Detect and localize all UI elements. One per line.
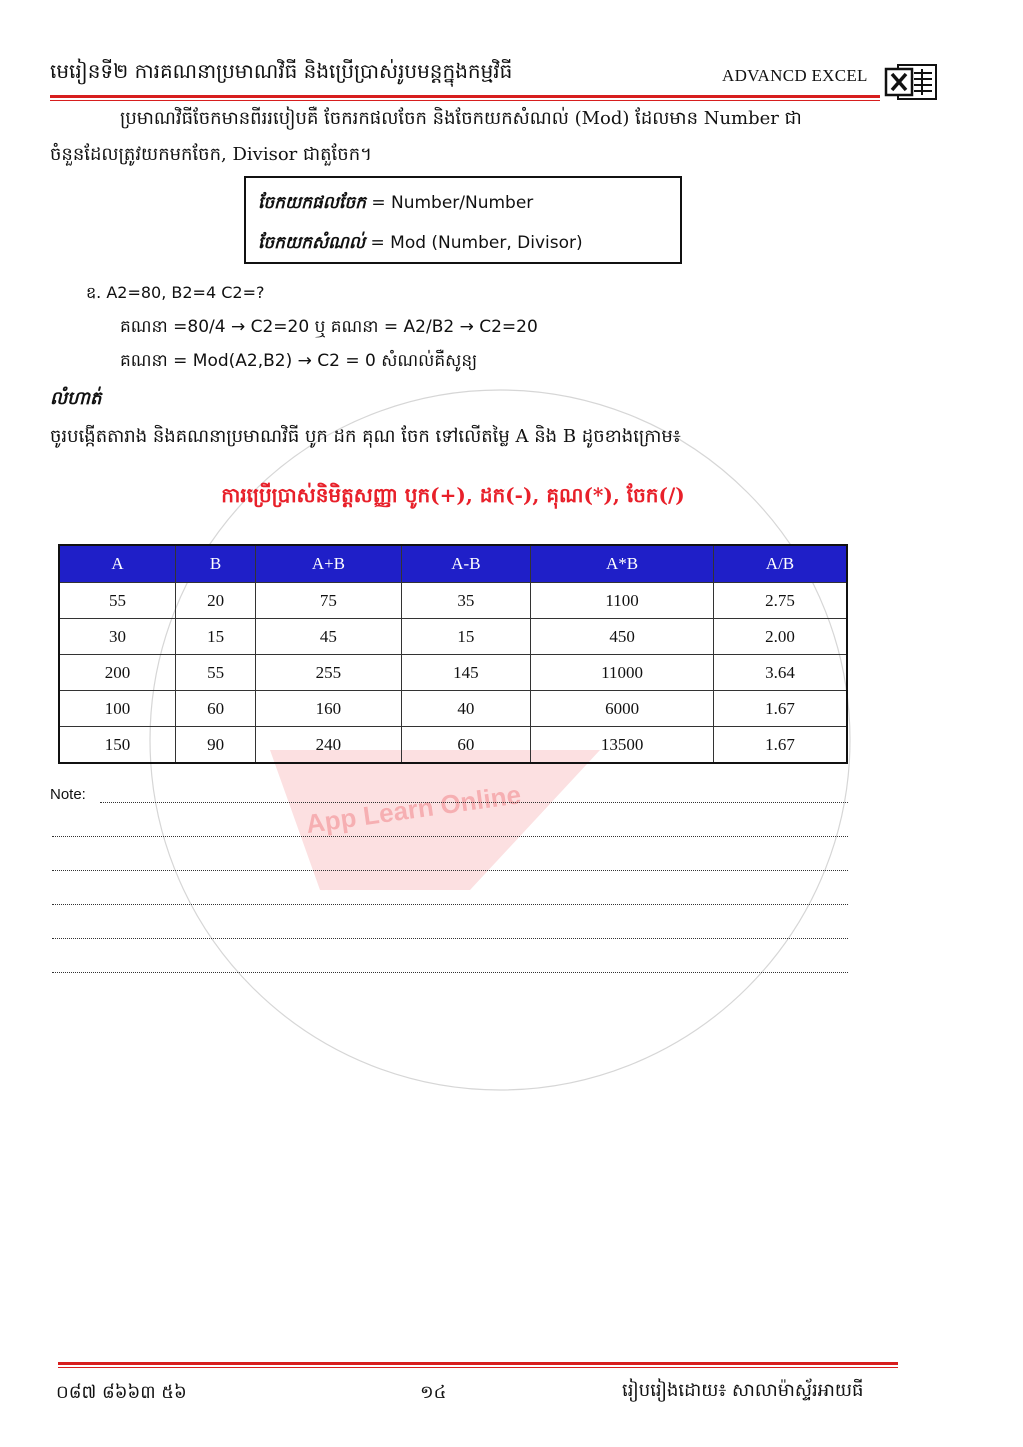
note-line bbox=[52, 870, 848, 871]
table-cell: 15 bbox=[401, 619, 531, 655]
table-cell: 55 bbox=[59, 583, 175, 619]
excel-logo-icon bbox=[884, 61, 938, 103]
table-cell: 6000 bbox=[531, 691, 714, 727]
table-cell: 75 bbox=[256, 583, 401, 619]
table-row bbox=[59, 619, 847, 655]
note-line bbox=[52, 972, 848, 973]
lesson-title: មេរៀនទី២ ការគណនាប្រមាណវិធី និងប្រើប្រាស់រូបមន្តក្នុងកម្មវិធី bbox=[50, 59, 513, 83]
arithmetic-table bbox=[58, 544, 848, 764]
header-rule bbox=[50, 95, 880, 98]
table-cell: 35 bbox=[401, 583, 531, 619]
table-cell: 60 bbox=[175, 691, 255, 727]
exercise-instruction: ចូរបង្កើតតារាង និងគណនាប្រមាណវិធី បូក ដក គុណ ចែក ទៅលើតម្លៃ A និង B ដូចខាងក្រោម៖ bbox=[50, 426, 681, 447]
table-header-row bbox=[59, 545, 847, 583]
table-cell: 200 bbox=[59, 655, 175, 691]
column-header: A/B bbox=[713, 545, 847, 583]
formula-value: = Number/Number bbox=[365, 193, 534, 213]
table-row bbox=[59, 655, 847, 691]
formula-value: = Mod (Number, Divisor) bbox=[365, 233, 583, 253]
table-cell: 240 bbox=[256, 727, 401, 764]
table-cell: 55 bbox=[175, 655, 255, 691]
footer-rule bbox=[58, 1362, 898, 1365]
watermark-text: App Learn Online bbox=[303, 779, 523, 840]
column-header: A bbox=[59, 545, 175, 583]
footer-author: រៀបរៀងដោយ៖ សាលាម៉ាស្ទ័រអាយធី bbox=[622, 1380, 864, 1401]
table-cell: 1.67 bbox=[713, 727, 847, 764]
column-header: B bbox=[175, 545, 255, 583]
example-line-2: គណនា =80/4 → C2=20 ឬ គណនា = A2/B2 → C2=20 bbox=[120, 317, 538, 337]
note-line bbox=[52, 836, 848, 837]
example-line-1: ឧ. A2=80, B2=4 C2=? bbox=[86, 283, 265, 302]
table-cell: 150 bbox=[59, 727, 175, 764]
table-cell: 45 bbox=[256, 619, 401, 655]
table-cell: 40 bbox=[401, 691, 531, 727]
table-cell: 450 bbox=[531, 619, 714, 655]
exercise-title: លំហាត់ bbox=[50, 388, 102, 409]
note-label: Note: bbox=[50, 786, 86, 803]
example-line-3: គណនា = Mod(A2,B2) → C2 = 0 សំណល់គឺសូន្យ bbox=[120, 351, 478, 371]
table-cell: 100 bbox=[59, 691, 175, 727]
table-cell: 13500 bbox=[531, 727, 714, 764]
footer-phone: ០៨៧ ៨៦៦៣ ៥៦ bbox=[56, 1382, 187, 1403]
page-number: ១៤ bbox=[420, 1382, 447, 1403]
column-header: A+B bbox=[256, 545, 401, 583]
note-line bbox=[100, 802, 848, 803]
table-row bbox=[59, 583, 847, 619]
table-cell: 60 bbox=[401, 727, 531, 764]
operators-title: ការប្រើប្រាស់និមិត្តសញ្ញា បូក(+), ដក(-), គុណ(*), ចែក(/) bbox=[221, 483, 685, 507]
table-cell: 90 bbox=[175, 727, 255, 764]
header-rule-thin bbox=[50, 100, 880, 101]
footer-rule-thin bbox=[58, 1367, 898, 1368]
formula-row-mod bbox=[258, 232, 583, 257]
formula-row-quotient bbox=[258, 192, 533, 217]
intro-line-2: ចំនួនដែលត្រូវយកមកចែក, Divisor ជាតួចែក។ bbox=[50, 144, 372, 165]
brand-text: ADVANCD EXCEL bbox=[722, 66, 868, 85]
table-cell: 2.75 bbox=[713, 583, 847, 619]
column-header: A*B bbox=[531, 545, 714, 583]
note-line bbox=[52, 938, 848, 939]
column-header: A-B bbox=[401, 545, 531, 583]
table-cell: 3.64 bbox=[713, 655, 847, 691]
table-cell: 160 bbox=[256, 691, 401, 727]
intro-line-1: ប្រមាណវិធីចែកមានពីររបៀបគឺ ចែករកផលចែក និងចែកយកសំណល់ (Mod) ដែលមាន Number ជា bbox=[120, 108, 802, 129]
formula-box bbox=[244, 176, 682, 264]
table-cell: 30 bbox=[59, 619, 175, 655]
table-row bbox=[59, 691, 847, 727]
formula-label: ចែកយកសំណល់ bbox=[258, 233, 366, 253]
formula-label: ចែកយកផលចែក bbox=[258, 193, 366, 213]
table-cell: 15 bbox=[175, 619, 255, 655]
table-cell: 11000 bbox=[531, 655, 714, 691]
table-cell: 20 bbox=[175, 583, 255, 619]
table-cell: 1100 bbox=[531, 583, 714, 619]
note-line bbox=[52, 904, 848, 905]
table-cell: 255 bbox=[256, 655, 401, 691]
table-cell: 145 bbox=[401, 655, 531, 691]
table-cell: 1.67 bbox=[713, 691, 847, 727]
table-cell: 2.00 bbox=[713, 619, 847, 655]
table-row bbox=[59, 727, 847, 764]
